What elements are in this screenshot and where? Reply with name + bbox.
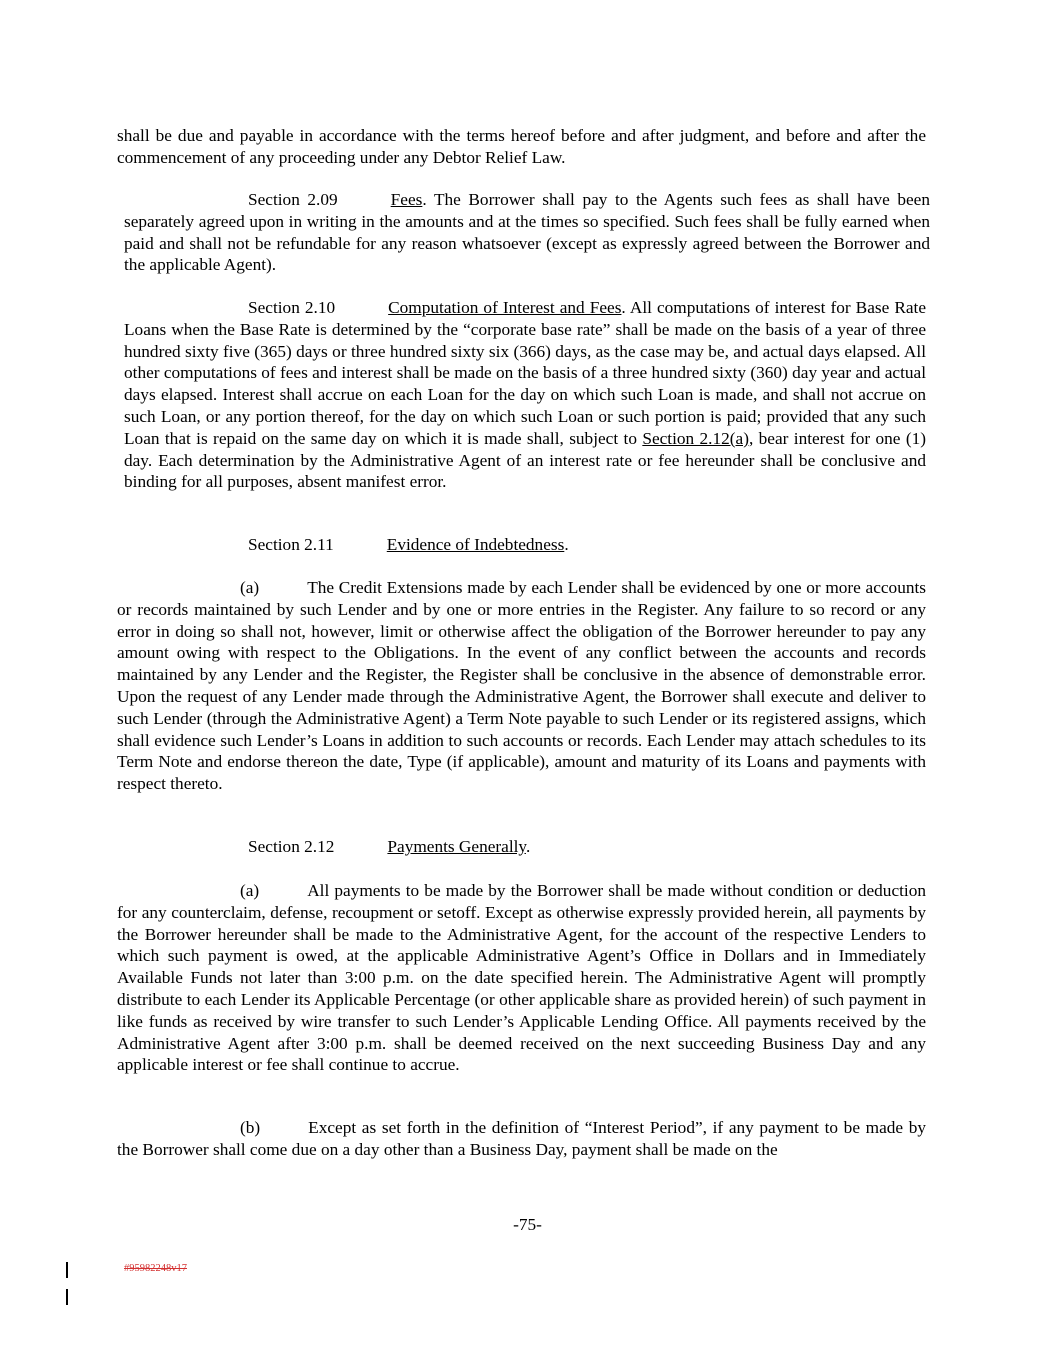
clause-text: All payments to be made by the Borrower shall be made without condition or deduction for any counterclaim, defense, recoupment or setoff. Except as otherwise expressly provided herein, all payments by the Borrower hereunder shall be made to the Administrative Agent, for the account of the respective Lenders to which such payment is owed, at the applicable Administrative Agent’s Office in Dollars and in Immediately Available Funds not later than 3:00 p.m. on the date specified herein. The Administrative Agent will promptly distribute to each Lender its Applicable Percentage (or other applicable share as provided herein) of such payment in like funds as received by wire transfer to such Lender’s Applicable Lending Office. All payments received by the Administrative Agent after 3:00 p.m. shall be deemed received on the next succeeding Business Day and any applicable interest or fee shall continue to accrue. — [117, 881, 926, 1075]
section-title: Payments Generally — [387, 837, 526, 856]
section-number: Section 2.12 — [248, 837, 335, 856]
clause-text: Except as set forth in the definition of “Interest Period”, if any payment to be made by the Borrower shall come due on a day other than a Business Day, payment shall be made on the — [117, 1118, 926, 1159]
section-body: . All computations of interest for Base Rate Loans when the Base Rate is determined by the “corporate base rate” shall be made on the basis of a year of three hundred sixty five (365) days or three hundred sixty six (366) days, as the case may be, and actual days elapsed. All other computations of fees and interest shall be made on the basis of a three hundred sixty (360) day year and actual days elapsed. Interest shall accrue on each Loan for the day on which such Loan is made, and shall not accrue on such Loan, or any portion thereof, for the day on which such Loan or such portion is paid; provided that any such Loan that is repaid on the same day on which it is made shall, subject to — [124, 298, 926, 448]
section-2-12-heading: Section 2.12 Payments Generally. — [248, 837, 531, 856]
clause-label: (b) — [240, 1118, 261, 1137]
section-number: Section 2.11 — [248, 535, 334, 554]
clause-text: The Credit Extensions made by each Lender shall be evidenced by one or more accounts or records maintained by such Lender and by one or more entries in the Register. Any failure to so record or any error in doing so shall not, however, limit or otherwise affect the obligation of the Borrower hereunder to pay any amount owing with respect to the Obligations. In the event of any conflict between the accounts and records maintained by any Lender and the Register, the Register shall be conclusive in the absence of demonstrable error. Upon the request of any Lender made through the Administrative Agent, the Borrower shall execute and deliver to such Lender (through the Administrative Agent) a Term Note payable to such Lender or its registered assigns, which shall evidence such Lender’s Loans in addition to such accounts or records. Each Lender may attach schedules to its Term Note and endorse thereon the date, Type (if applicable), amount and maturity of its Loans and payments with respect thereto. — [117, 578, 926, 794]
section-2-09 — [124, 189, 930, 276]
section-number: Section 2.10 — [248, 298, 336, 317]
cross-reference-link: Section 2.12(a) — [642, 428, 749, 448]
section-body: . The Borrower shall pay to the Agents such fees as shall have been separately agreed upon in writing in the amounts and at the times so specified. Such fees shall be fully earned when paid and shall not be refundable for any reason whatsoever (except as expressly agreed between the Borrower and the applicable Agent). — [124, 190, 930, 275]
section-2-11-heading: Section 2.11 Evidence of Indebtedness. — [248, 535, 569, 554]
section-2-12-a — [117, 880, 926, 1076]
clause-label: (a) — [240, 578, 260, 597]
section-body-continued: , bear interest for one (1) day. Each determination by the Administrative Agent of an interest rate or fee hereunder shall be conclusive and binding for all purposes, absent manifest error. — [124, 428, 926, 492]
document-id: #95982248v17 — [124, 1263, 187, 1274]
page-number: -75- — [513, 1215, 542, 1234]
section-title: Evidence of Indebtedness — [386, 535, 565, 554]
section-title: Fees — [390, 190, 423, 209]
paragraph-continuation: shall be due and payable in accordance with the terms hereof before and after judgment, and before and after the commencement of any proceeding under any Debtor Relief Law. — [117, 126, 926, 167]
revision-bar — [66, 1289, 68, 1305]
revision-bar — [66, 1262, 68, 1278]
section-2-10 — [124, 297, 926, 493]
clause-label: (a) — [240, 881, 260, 900]
section-number: Section 2.09 — [248, 190, 338, 209]
section-title: Computation of Interest and Fees — [388, 298, 622, 317]
section-2-11-a — [117, 577, 926, 795]
section-2-12-b — [117, 1117, 926, 1161]
